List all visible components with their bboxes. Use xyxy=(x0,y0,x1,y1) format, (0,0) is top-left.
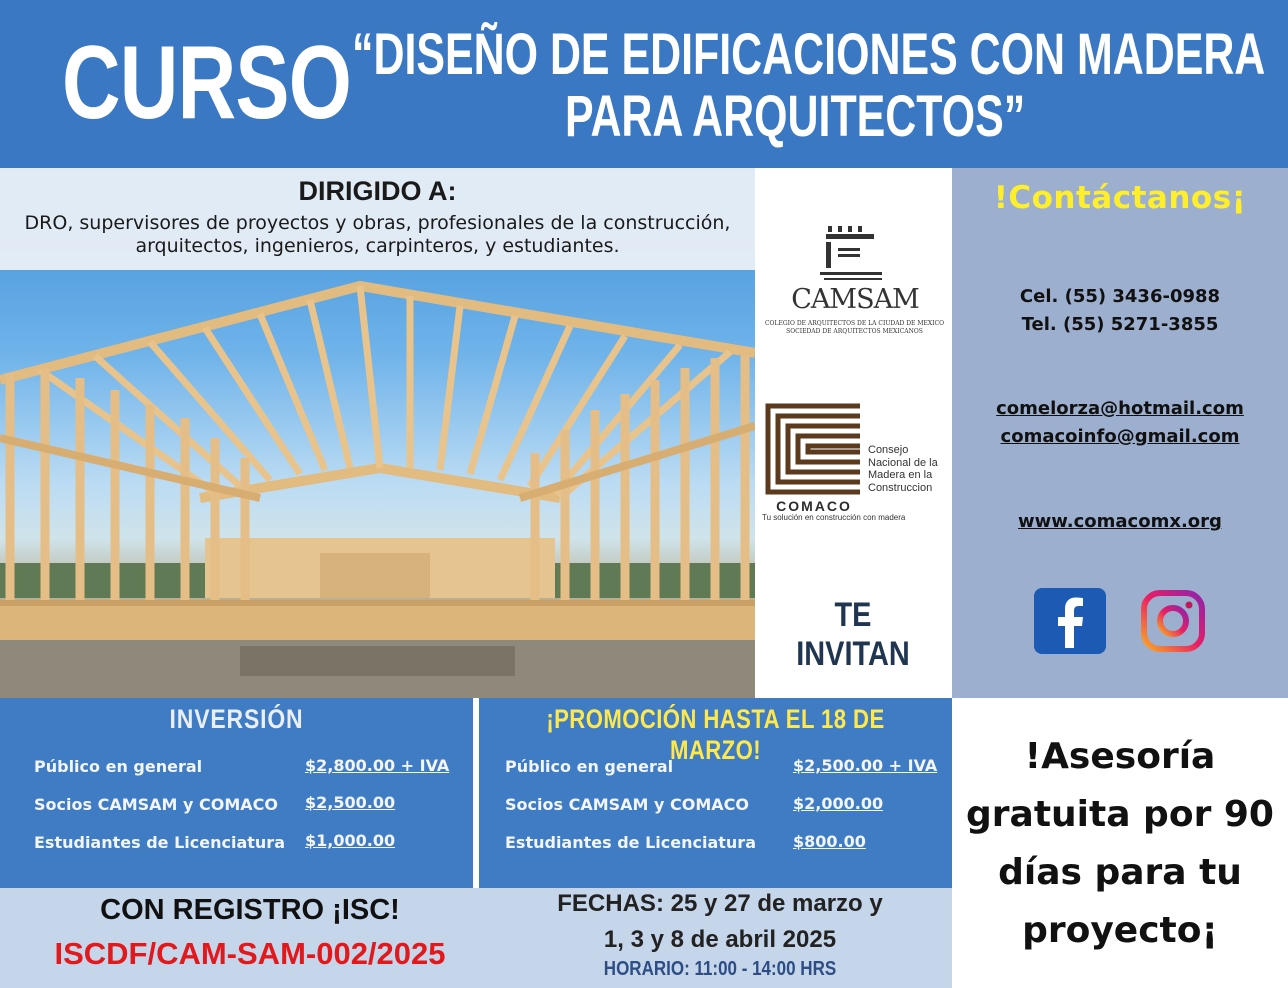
inversion-row-label: Estudiantes de Licenciatura xyxy=(34,833,285,852)
inversion-title: INVERSIÓN xyxy=(169,704,304,734)
horario: HORARIO: 11:00 - 14:00 HRS xyxy=(603,958,837,980)
comaco-logo-icon xyxy=(764,402,864,500)
camsam-logo-icon xyxy=(818,222,890,288)
dirigido-title: DIRIGIDO A: xyxy=(298,176,457,206)
registro-title: CON REGISTRO ¡ISC! xyxy=(100,894,400,926)
contact-title: !Contáctanos¡ xyxy=(993,180,1247,216)
fechas-line1: FECHAS: 25 y 27 de marzo y xyxy=(557,890,883,917)
dirigido-text: DRO, supervisores de proyectos y obras, profesionales de la construcción, arquitectos, ingenieros, carpinteros, y estudiantes. xyxy=(24,212,731,257)
promocion-row-label: Público en general xyxy=(505,757,674,776)
asesoria-line: gratuita por 90 xyxy=(966,794,1274,835)
comaco-tagline: Tu solución en construcción con madera xyxy=(762,513,906,522)
course-title-line1: “DISEÑO DE EDIFICACIONES CON MADERA xyxy=(352,22,1266,87)
inversion-row-price: $1,000.00 xyxy=(305,831,396,850)
asesoria-line: proyecto¡ xyxy=(1022,910,1218,951)
website-link[interactable]: www.comacomx.org xyxy=(1018,511,1222,532)
promocion-row-price: $2,500.00 + IVA xyxy=(793,756,938,775)
inversion-row-label: Socios CAMSAM y COMACO xyxy=(34,795,279,814)
email-link-2[interactable]: comacoinfo@gmail.com xyxy=(1000,426,1240,447)
promocion-row-price: $800.00 xyxy=(793,832,866,851)
camsam-name: CAMSAM xyxy=(791,284,919,315)
te-invitan-label: TE INVITAN xyxy=(796,596,910,673)
cel-phone[interactable]: Cel. (55) 3436-0988 xyxy=(1019,286,1221,307)
promocion-row-label: Socios CAMSAM y COMACO xyxy=(505,795,750,814)
promocion-row-label: Estudiantes de Licenciatura xyxy=(505,833,756,852)
comaco-description: Consejo Nacional de la Madera en la Construccion xyxy=(868,444,938,494)
promocion-title: ¡PROMOCIÓN HASTA EL 18 DE MARZO! xyxy=(546,704,885,765)
course-title-line2: PARA ARQUITECTOS” xyxy=(565,84,1026,149)
inversion-row-price: $2,500.00 xyxy=(305,793,396,812)
email-link-1[interactable]: comelorza@hotmail.com xyxy=(996,398,1244,419)
facebook-icon[interactable] xyxy=(1034,588,1106,654)
promocion-row-price: $2,000.00 xyxy=(793,794,884,813)
asesoria-line: !Asesoría xyxy=(1024,736,1216,777)
tel-phone[interactable]: Tel. (55) 5271-3855 xyxy=(1021,314,1219,335)
camsam-subtitle: COLEGIO DE ARQUITECTOS DE LA CIUDAD DE MEXICO SOCIEDAD DE ARQUITECTOS MEXICANOS xyxy=(764,320,945,335)
inversion-row-price: $2,800.00 + IVA xyxy=(305,756,450,775)
registro-code: ISCDF/CAM-SAM-002/2025 xyxy=(54,936,446,971)
asesoria-text xyxy=(952,728,1288,960)
instagram-icon[interactable] xyxy=(1140,590,1206,652)
inversion-row-label: Público en general xyxy=(34,757,203,776)
comaco-name: COMACO xyxy=(776,498,852,514)
asesoria-line: días para tu xyxy=(998,852,1242,893)
course-label: CURSO xyxy=(62,25,352,141)
fechas-line2: 1, 3 y 8 de abril 2025 xyxy=(603,926,837,953)
